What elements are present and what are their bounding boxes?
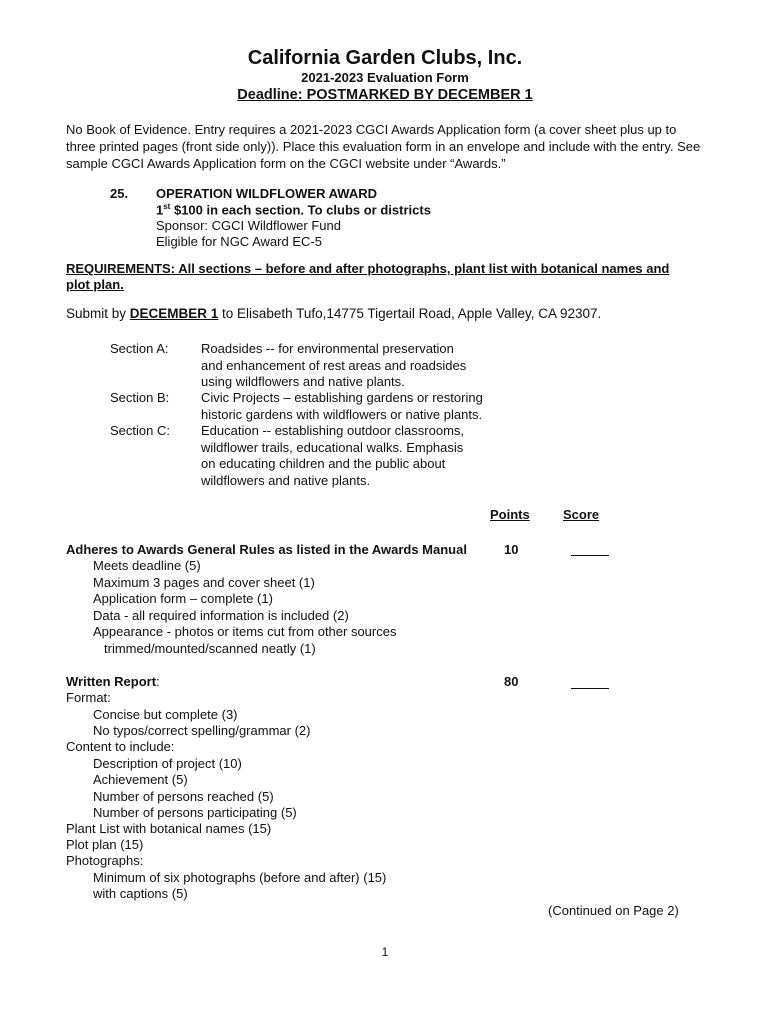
score-blank-general-rules[interactable] [571,555,609,556]
section-c-text: Education -- establishing outdoor classrooms, wildflower trails, educational walks. Emphasis on educating children and the public about wildflowers and native plants. [201,423,465,488]
list-item: Data - all required information is included (2) [93,608,349,623]
list-item: No typos/correct spelling/grammar (2) [93,723,311,738]
list-item: with captions (5) [93,886,188,901]
plant-list-item: Plant List with botanical names (15) [66,821,272,836]
section-b-label: Section B: [110,390,170,405]
list-item: Minimum of six photographs (before and after) (15) [93,870,387,885]
list-subitem: trimmed/mounted/scanned neatly (1) [104,641,316,656]
photographs-label: Photographs: [66,853,144,868]
list-item: Achievement (5) [93,772,188,787]
award-sponsor: Sponsor: CGCI Wildflower Fund [156,218,341,233]
criterion-general-rules-points: 10 [504,542,519,557]
format-label: Format: [66,690,111,705]
list-item: Concise but complete (3) [93,707,238,722]
section-a-label: Section A: [110,341,169,356]
score-blank-written-report[interactable] [571,688,609,689]
submit-date: DECEMBER 1 [129,306,219,321]
intro-paragraph: No Book of Evidence. Entry requires a 2021-2023 CGCI Awards Application form (a cover sheet plus up to three printed pages (front side only)). Place this evaluation form in an envelope and include with the entry. See sample CGCI Awards Application form on the CGCI website under “Awards.” [66,122,701,171]
criterion-general-rules: Adheres to Awards General Rules as listed in the Awards Manual [66,542,467,557]
award-eligibility: Eligible for NGC Award EC-5 [156,234,322,249]
award-prize: 1st $100 in each section. To clubs or districts [156,202,431,218]
deadline-label: Deadline: [237,87,307,103]
submit-instructions: Submit by DECEMBER 1 to Elisabeth Tufo,14775 Tigertail Road, Apple Valley, CA 92307. [66,306,602,321]
content-label: Content to include: [66,739,175,754]
award-name: OPERATION WILDFLOWER AWARD [156,186,377,201]
deadline-line [0,87,770,103]
requirements: REQUIREMENTS: All sections – before and after photographs, plant list with botanical names and plot plan. [66,261,670,292]
section-a-text: Roadsides -- for environmental preservation and enhancement of rest areas and roadsides using wildflowers and native plants. [201,341,467,390]
award-number: 25. [110,186,129,201]
points-header: Points [490,507,530,522]
score-header: Score [563,507,600,522]
section-c-label: Section C: [110,423,170,438]
criterion-written-report-points: 80 [504,674,519,689]
list-item: Application form – complete (1) [93,591,273,606]
page-number: 1 [381,945,389,959]
document-title: California Garden Clubs, Inc. [247,47,523,69]
plot-plan-item: Plot plan (15) [66,837,144,852]
continued-note: (Continued on Page 2) [548,903,679,918]
document-subtitle: 2021-2023 Evaluation Form [301,70,469,85]
criterion-written-report: Written Report: [66,674,160,689]
list-item: Description of project (10) [93,756,242,771]
deadline-value: POSTMARKED BY DECEMBER 1 [306,87,533,103]
list-item: Meets deadline (5) [93,558,201,573]
list-item: Number of persons reached (5) [93,789,274,804]
list-item: Number of persons participating (5) [93,805,297,820]
list-item: Maximum 3 pages and cover sheet (1) [93,575,315,590]
list-item: Appearance - photos or items cut from other sources [93,624,397,639]
section-b-text: Civic Projects – establishing gardens or restoring historic gardens with wildflowers or native plants. [201,390,483,422]
